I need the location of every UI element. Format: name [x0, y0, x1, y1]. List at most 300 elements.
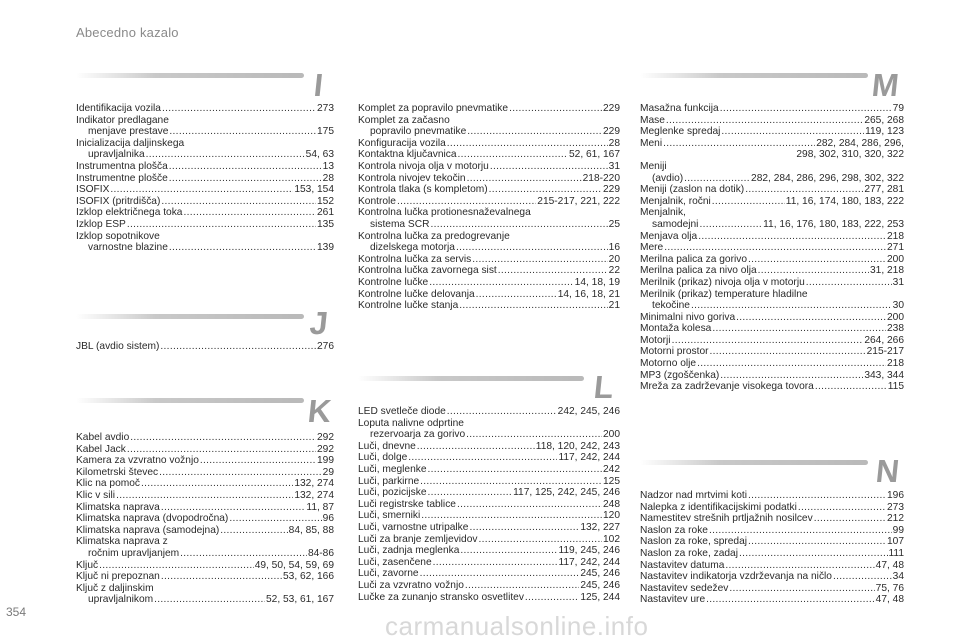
index-entry [640, 126, 904, 138]
index-entry-pages: 125 [603, 475, 620, 487]
index-entry [76, 467, 334, 479]
index-entry [640, 346, 904, 358]
index-entry-term: Kontrolna lučka za servis [358, 253, 472, 265]
index-entry [640, 242, 904, 254]
section-n-divider [640, 460, 868, 465]
index-entry [358, 289, 620, 301]
index-entry [76, 548, 334, 560]
section-l-divider [358, 376, 584, 381]
index-entry-term: JBL (avdio sistem) [76, 341, 160, 352]
index-entry-pages: 120 [603, 510, 620, 522]
index-entry [76, 432, 334, 444]
index-entry [358, 115, 620, 127]
index-entry [358, 161, 620, 173]
index-entry-term: (avdio) [652, 172, 684, 184]
index-entry-pages: 47, 48 [875, 594, 904, 606]
index-entry-pages: 229 [603, 103, 620, 114]
index-entry [640, 381, 904, 393]
dot-leader [200, 455, 316, 467]
dot-leader [712, 323, 886, 335]
section-k-continued-entries [358, 103, 620, 312]
index-entry [76, 126, 334, 138]
dot-leader [729, 583, 874, 595]
index-entry-term: Luči, zavorne [358, 568, 419, 580]
index-entry-pages: 117, 242, 244 [558, 556, 620, 568]
index-entry [358, 265, 620, 277]
index-entry-pages: 292 [317, 432, 334, 443]
index-entry [640, 138, 904, 150]
index-entry-term: Indikator predlagane [76, 114, 169, 126]
index-entry [76, 115, 334, 127]
index-entry-term: ISOFIX (pritrdišča) [76, 195, 161, 207]
index-entry-term: Naslon za roke, zadaj [640, 547, 738, 559]
index-entry [358, 207, 620, 219]
dot-leader [180, 548, 307, 560]
index-entry [76, 184, 334, 196]
index-entry-pages: 52, 53, 61, 167 [266, 594, 334, 606]
index-entry [76, 149, 334, 161]
index-entry-pages: 132, 274 [294, 489, 334, 501]
index-entry-term: Inicializacija daljinskega [76, 137, 185, 149]
dot-leader [465, 580, 579, 592]
index-entry [358, 557, 620, 569]
index-entry [640, 265, 904, 277]
dot-leader [712, 196, 785, 208]
index-entry-term: Nastavitev sedežev [640, 582, 729, 594]
index-entry [358, 452, 620, 464]
index-entry-term: Izklop električnega toka [76, 207, 183, 219]
index-entry [358, 300, 620, 312]
index-entry-pages: 229 [603, 126, 620, 138]
index-entry-term: Montaža kolesa [640, 323, 712, 335]
index-entry-pages: 229 [603, 184, 620, 196]
index-entry-term: popravilo pnevmatike [370, 126, 467, 138]
index-entry-term: Luči za branje zemljevidov [358, 533, 478, 545]
index-entry-term: Nastavitev indikatorja vzdrževanja na ničlo [640, 571, 832, 583]
index-entry-pages: 242, 245, 246 [557, 406, 620, 417]
index-entry-term: Izklop sopotnikove [76, 230, 160, 242]
dot-leader [408, 452, 557, 464]
dot-leader [758, 265, 869, 277]
dot-leader [664, 242, 886, 254]
index-entry [76, 138, 334, 150]
dot-leader [459, 300, 607, 312]
dot-leader [130, 432, 316, 444]
index-entry [640, 358, 904, 370]
dot-leader [154, 594, 265, 606]
dot-leader [663, 138, 815, 150]
index-entry-pages: 16 [608, 242, 620, 254]
dot-leader [447, 138, 608, 150]
index-entry-pages: 242 [603, 463, 620, 475]
index-entry [76, 231, 334, 243]
index-entry-term: ISOFIX [76, 184, 110, 196]
index-entry-term: Naslon za roke, spredaj [640, 536, 748, 548]
index-entry-term: menjave prestave [88, 126, 169, 138]
index-entry-pages: 200 [887, 311, 904, 323]
index-entry [640, 513, 904, 525]
dot-leader [162, 103, 316, 115]
page-number: 354 [6, 605, 27, 619]
index-entry-pages: 199 [317, 455, 334, 467]
index-entry [640, 289, 904, 301]
index-entry-term: Masažna funkcija [640, 103, 719, 114]
index-entry [358, 149, 620, 161]
index-entry [640, 583, 904, 595]
dot-leader [456, 242, 608, 254]
index-entry-pages: 218 [887, 230, 904, 242]
index-entry-pages: 13 [322, 160, 334, 172]
index-entry [358, 510, 620, 522]
dot-leader [430, 219, 607, 231]
index-entry-term: Klimatska naprava [76, 501, 160, 513]
index-entry-pages: 25 [608, 218, 620, 230]
index-entry-pages: 117, 125, 242, 245, 246 [513, 487, 620, 499]
index-entry-pages: 84-86 [307, 547, 334, 559]
dot-leader [429, 277, 573, 289]
index-entry [358, 277, 620, 289]
index-entry-pages: 11, 87 [306, 501, 334, 513]
index-entry-pages: 31 [892, 276, 904, 288]
index-entry-term: Kontrolna lučka protionesnaževalnega [358, 207, 531, 219]
dot-leader [815, 381, 887, 393]
index-entry [640, 370, 904, 382]
index-entry [358, 487, 620, 499]
dot-leader [161, 502, 306, 514]
index-entry-pages: 118, 120, 242, 243 [535, 440, 620, 452]
index-entry-term: Izklop ESP [76, 218, 126, 230]
section-i-divider [76, 73, 304, 78]
index-entry-term: Mase [640, 114, 665, 126]
index-entry-term: Nalepka z identifikacijskimi podatki [640, 501, 797, 513]
index-entry-term: Luči, smerniki [358, 510, 421, 522]
index-entry-pages: 11, 16, 174, 180, 183, 222 [785, 195, 904, 207]
dot-leader [798, 502, 886, 514]
index-entry [76, 502, 334, 514]
section-k-divider [76, 398, 304, 403]
index-entry [358, 231, 620, 243]
index-entry-term: Menjalnik, ročni [640, 195, 711, 207]
dot-leader [698, 231, 886, 243]
index-entry-term: dizelskega motorja [370, 242, 455, 254]
dot-leader [748, 254, 886, 266]
index-entry-term: Kabel Jack [76, 443, 126, 455]
index-entry-pages: 152 [317, 195, 334, 207]
index-entry-pages: 265, 268 [864, 114, 904, 126]
dot-leader [699, 219, 762, 231]
index-entry [640, 300, 904, 312]
index-entry-continuation: 298, 302, 310, 320, 322 [796, 149, 904, 161]
index-entry-pages: 175 [317, 126, 334, 138]
index-entry [76, 444, 334, 456]
index-entry-term: Klimatska naprava (samodejna) [76, 524, 220, 536]
index-entry-pages: 49, 50, 54, 59, 69 [254, 559, 334, 571]
index-entry [76, 536, 334, 548]
index-entry-pages: 139 [317, 242, 334, 254]
dot-leader [706, 594, 875, 606]
dot-leader [161, 196, 316, 208]
index-entry-pages: 102 [603, 533, 620, 545]
index-entry [76, 196, 334, 208]
index-entry [358, 429, 620, 441]
index-entry-term: sistema SCR [370, 218, 430, 230]
dot-leader [697, 358, 886, 370]
index-entry [76, 571, 334, 583]
index-entry-term: Mreža za zadrževanje visokega tovora [640, 381, 814, 393]
index-entry-term: Luči, parkirne [358, 475, 420, 487]
index-entry-term: Merilna palica za gorivo [640, 253, 748, 265]
index-entry-pages: 200 [603, 429, 620, 441]
index-entry-term: MP3 (zgoščenka) [640, 369, 720, 381]
index-entry-heading: Meniji [640, 160, 667, 172]
dot-leader [397, 196, 536, 208]
index-entry-pages: 273 [887, 501, 904, 513]
index-entry [640, 115, 904, 127]
section-m-divider [640, 73, 868, 78]
index-entry [358, 476, 620, 488]
index-entry-term: Kontrola nivoja olja v motorju [358, 160, 489, 172]
dot-leader [183, 207, 316, 219]
index-entry-pages: 132, 274 [294, 478, 334, 490]
index-entry [358, 138, 620, 150]
index-entry-pages: 14, 18, 19 [574, 276, 620, 288]
index-entry [76, 525, 334, 537]
index-entry [76, 103, 334, 115]
index-entry-pages: 215-217 [866, 346, 904, 358]
index-entry-term: samodejni [652, 218, 699, 230]
index-entry [76, 560, 334, 572]
index-entry-term: Luči, zadnja meglenka [358, 545, 460, 557]
index-entry-term: Klic na pomoč [76, 478, 140, 490]
dot-leader [127, 219, 316, 231]
index-entry-pages: 47, 48 [875, 559, 904, 571]
watermark-text: carmanualsonline.info [385, 611, 649, 641]
dot-leader [469, 522, 579, 534]
index-entry-term: Instrumentna plošča [76, 160, 168, 172]
dot-leader [748, 490, 886, 502]
index-entry [358, 254, 620, 266]
index-entry-pages: 31 [608, 160, 620, 172]
index-entry [358, 464, 620, 476]
index-entry-pages: 132, 227 [580, 521, 620, 533]
dot-leader [458, 149, 568, 161]
index-entry-term: Klimatska naprava z [76, 536, 168, 548]
dot-leader [169, 173, 322, 185]
index-entry-pages: 215-217, 221, 222 [537, 195, 620, 207]
index-entry-term: Luči, varnostne utripalke [358, 521, 469, 533]
dot-leader [110, 184, 293, 196]
index-entry-pages: 34 [892, 571, 904, 583]
index-entry [358, 242, 620, 254]
index-entry-term: Loputa nalivne odprtine [358, 417, 464, 429]
dot-leader [489, 184, 602, 196]
dot-leader [745, 184, 863, 196]
dot-leader [725, 560, 874, 572]
dot-leader [814, 513, 886, 525]
index-entry-pages: 248 [603, 498, 620, 510]
index-entry-pages: 11, 16, 176, 180, 183, 222, 253 [763, 218, 904, 230]
dot-leader [116, 490, 293, 502]
dot-leader [472, 254, 607, 266]
index-entry-term: Luči, pozicijske [358, 487, 427, 499]
dot-leader [476, 289, 557, 301]
index-entry-pages: 28 [608, 137, 620, 149]
dot-leader [467, 173, 582, 185]
index-entry-term: Nastavitev ure [640, 594, 706, 606]
dot-leader [721, 126, 864, 138]
section-l-entries [358, 406, 620, 603]
index-entry-term: Luči, dnevne [358, 440, 416, 452]
section-i-letter: I [312, 67, 325, 103]
dot-leader [229, 513, 321, 525]
index-entry-term: LED svetleče diode [358, 406, 446, 417]
section-j-letter: J [308, 305, 330, 341]
index-entry-pages: 245, 246 [580, 579, 620, 591]
index-entry-heading: Menjalnik, [640, 207, 686, 219]
index-entry-pages: 245, 246 [580, 568, 620, 580]
index-entry [640, 184, 904, 196]
index-entry-term: Konfiguracija vozila [358, 137, 446, 149]
dot-leader [466, 429, 602, 441]
index-entry-term: Luči, zasenčene [358, 556, 432, 568]
index-entry-term: Kabel avdio [76, 432, 130, 443]
index-entry-term: Nastavitev datuma [640, 559, 725, 571]
index-entry-pages: 99 [892, 524, 904, 536]
index-entry [358, 592, 620, 604]
dot-leader [160, 341, 316, 353]
index-entry-term: Lučke za zunanjo stransko osvetlitev [358, 591, 524, 603]
index-entry-pages: 212 [887, 513, 904, 525]
index-entry-pages: 261 [317, 207, 334, 219]
index-entry [76, 594, 334, 606]
dot-leader [684, 173, 750, 185]
dot-leader [428, 487, 513, 499]
index-entry [640, 536, 904, 548]
dot-leader [141, 478, 293, 490]
index-entry-pages: 196 [887, 490, 904, 501]
index-entry-term: Kontrolna lučka za predogrevanje [358, 230, 510, 242]
dot-leader [478, 534, 602, 546]
section-m-letter: M [870, 67, 901, 103]
dot-leader [720, 103, 892, 115]
index-entry-term: Merilnik (prikaz) nivoja olja v motorju [640, 276, 805, 288]
index-entry-term: Kontrolne lučke [358, 276, 429, 288]
index-entry-pages: 264, 266 [864, 334, 904, 346]
index-entry [358, 219, 620, 231]
index-entry-term: Kontrola tlaka (s kompletom) [358, 184, 488, 196]
index-entry [640, 335, 904, 347]
index-entry-pages: 200 [887, 253, 904, 265]
index-entry [76, 583, 334, 595]
index-entry-pages: 54, 63 [305, 149, 334, 161]
index-entry-term: Kontrolna lučka zavornega sist [358, 265, 497, 277]
index-entry-pages: 282, 284, 286, 296, 298, 302, 322 [751, 172, 904, 184]
index-entry-term: Kamera za vzvratno vožnjo [76, 455, 199, 467]
dot-leader [709, 525, 892, 537]
index-entry-term: Kontrole [358, 195, 396, 207]
index-entry [640, 312, 904, 324]
index-entry [358, 103, 620, 115]
section-i-entries [76, 103, 334, 254]
index-entry [358, 196, 620, 208]
dot-leader [99, 560, 254, 572]
index-entry [640, 525, 904, 537]
index-entry-pages: 115 [887, 381, 904, 393]
index-entry-pages: 21 [608, 300, 620, 312]
index-entry-pages: 29 [322, 466, 334, 478]
dot-leader [420, 568, 580, 580]
index-entry [358, 499, 620, 511]
index-entry-term: Komplet za začasno [358, 114, 450, 126]
dot-leader [806, 277, 892, 289]
index-entry-pages: 343, 344 [864, 369, 904, 381]
index-entry-term: Identifikacija vozila [76, 103, 161, 114]
index-entry [76, 478, 334, 490]
index-entry-term: Meni [640, 137, 663, 149]
index-entry-term: Ključ z daljinskim [76, 582, 154, 594]
dot-leader [421, 510, 602, 522]
index-entry [358, 406, 620, 418]
index-entry-term: Luči registrske tablice [358, 498, 456, 510]
index-entry-pages: 238 [887, 323, 904, 335]
index-entry-term: Instrumentne plošče [76, 172, 168, 184]
index-entry-pages: 117, 242, 244 [558, 452, 620, 464]
index-entry [640, 323, 904, 335]
index-entry-term: Luči za vzvratno vožnjo [358, 579, 464, 591]
index-entry [358, 522, 620, 534]
index-entry [76, 242, 334, 254]
index-entry-pages: 153, 154 [294, 184, 334, 196]
index-entry-term: Motorni prostor [640, 346, 709, 358]
index-entry-term: Kontaktna ključavnica [358, 149, 457, 161]
index-entry-term: upravljalnika [88, 149, 145, 161]
index-entry-pages: 107 [887, 536, 904, 548]
index-entry [358, 173, 620, 185]
index-entry-term: varnostne blazine [88, 242, 168, 254]
index-entry-pages: 292 [317, 443, 334, 455]
index-entry-pages: 52, 61, 167 [569, 149, 620, 161]
index-entry-term: Motorji [640, 334, 671, 346]
section-k-entries [76, 432, 334, 606]
dot-leader [525, 592, 579, 604]
dot-leader [420, 476, 602, 488]
page-header-title: Abecedno kazalo [76, 25, 179, 40]
index-entry-term: Merilnik (prikaz) temperature hladilne [640, 288, 808, 300]
index-entry-term: Kilometrski števec [76, 466, 159, 478]
dot-leader [691, 300, 892, 312]
index-entry-pages: 20 [608, 253, 620, 265]
index-entry [76, 341, 334, 353]
index-entry [76, 455, 334, 467]
dot-leader [720, 370, 863, 382]
dot-leader [146, 149, 305, 161]
index-entry [358, 534, 620, 546]
index-entry-term: Motorno olje [640, 358, 697, 370]
index-entry [358, 441, 620, 453]
dot-leader [498, 265, 608, 277]
index-entry [640, 560, 904, 572]
dot-leader [748, 536, 886, 548]
index-entry-pages: 28 [322, 172, 334, 184]
index-entry [358, 545, 620, 557]
index-entry-term: Komplet za popravilo pnevmatike [358, 103, 509, 114]
dot-leader [417, 441, 535, 453]
dot-leader [490, 161, 608, 173]
index-entry [640, 173, 904, 185]
index-entry-term: Kontrolne lučke stanja [358, 300, 459, 312]
dot-leader [457, 499, 602, 511]
dot-leader [127, 444, 316, 456]
